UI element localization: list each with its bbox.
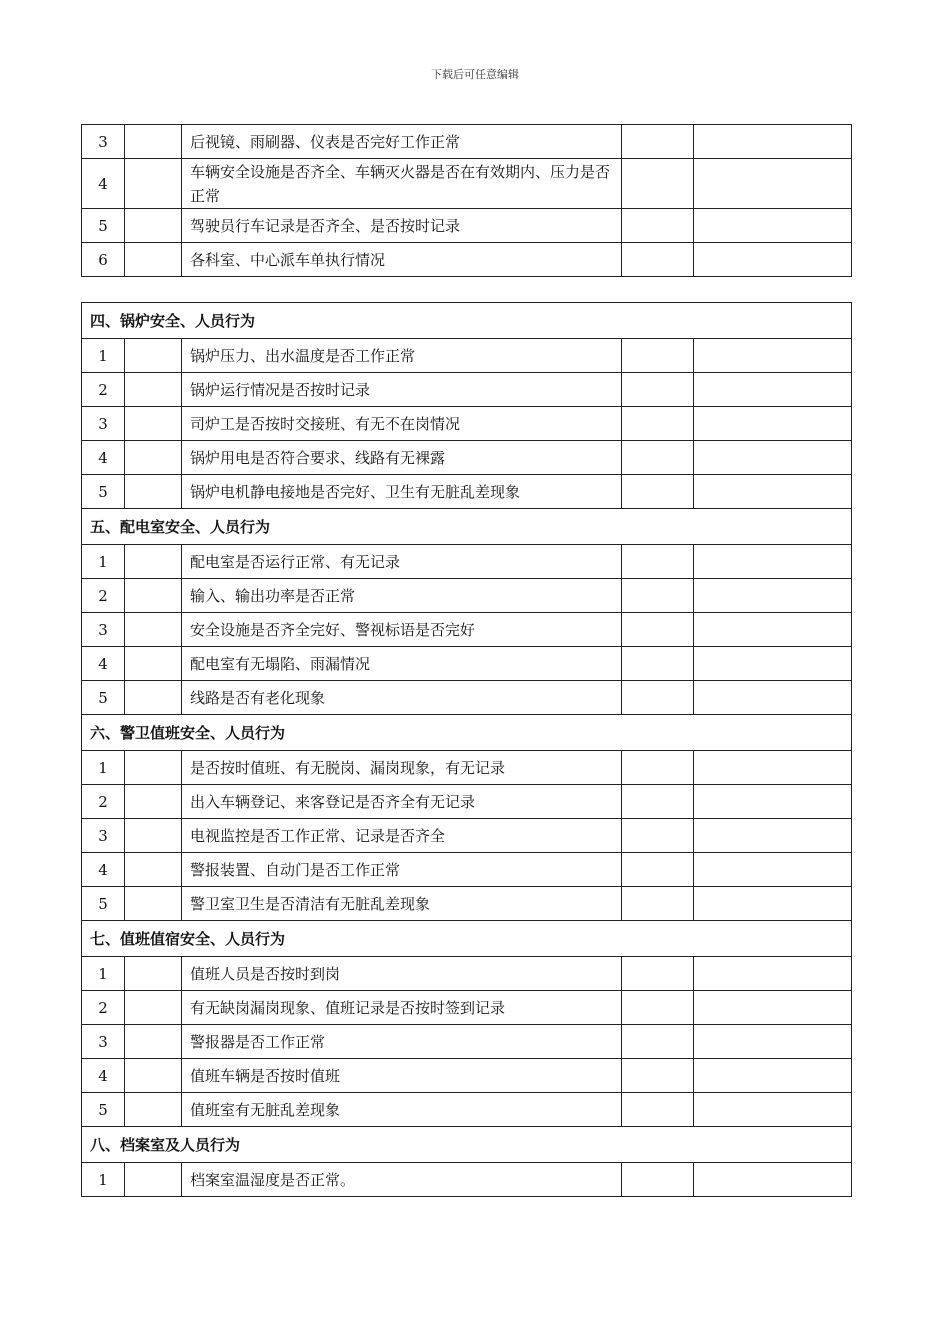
section-title: 七、值班值宿安全、人员行为 — [82, 921, 852, 957]
table-row — [82, 1163, 852, 1197]
result-cell — [622, 751, 694, 785]
blank-cell — [125, 991, 182, 1025]
result-cell — [622, 991, 694, 1025]
check-item-text: 警卫室卫生是否清洁有无脏乱差现象 — [182, 887, 622, 921]
remark-cell — [694, 681, 852, 715]
check-item-text: 后视镜、雨刷器、仪表是否完好工作正常 — [182, 125, 622, 159]
remark-cell — [694, 613, 852, 647]
check-item-text: 档案室温湿度是否正常。 — [182, 1163, 622, 1197]
check-item-text: 线路是否有老化现象 — [182, 681, 622, 715]
header-note: 下载后可任意编辑 — [431, 68, 519, 81]
remark-cell — [694, 579, 852, 613]
row-number: 2 — [82, 373, 125, 407]
table-row — [82, 613, 852, 647]
blank-cell — [125, 159, 182, 209]
blank-cell — [125, 475, 182, 509]
section-title: 五、配电室安全、人员行为 — [82, 509, 852, 545]
check-item-text: 电视监控是否工作正常、记录是否齐全 — [182, 819, 622, 853]
check-item-text: 锅炉用电是否符合要求、线路有无裸露 — [182, 441, 622, 475]
remark-cell — [694, 373, 852, 407]
checklist-table-main — [81, 302, 852, 1197]
row-number: 4 — [82, 853, 125, 887]
blank-cell — [125, 125, 182, 159]
result-cell — [622, 819, 694, 853]
blank-cell — [125, 441, 182, 475]
result-cell — [622, 339, 694, 373]
row-number: 3 — [82, 1025, 125, 1059]
check-item-text: 输入、输出功率是否正常 — [182, 579, 622, 613]
row-number: 2 — [82, 991, 125, 1025]
check-item-text: 锅炉电机静电接地是否完好、卫生有无脏乱差现象 — [182, 475, 622, 509]
section-header-row — [82, 921, 852, 957]
result-cell — [622, 1163, 694, 1197]
table-row — [82, 545, 852, 579]
remark-cell — [694, 1059, 852, 1093]
remark-cell — [694, 339, 852, 373]
check-item-text: 有无缺岗漏岗现象、值班记录是否按时签到记录 — [182, 991, 622, 1025]
blank-cell — [125, 681, 182, 715]
section-header-row — [82, 1127, 852, 1163]
table-row — [82, 209, 852, 243]
result-cell — [622, 579, 694, 613]
remark-cell — [694, 441, 852, 475]
row-number: 4 — [82, 647, 125, 681]
check-item-text: 各科室、中心派车单执行情况 — [182, 243, 622, 277]
section-header-row — [82, 303, 852, 339]
row-number: 5 — [82, 681, 125, 715]
row-number: 3 — [82, 819, 125, 853]
check-item-text: 警报装置、自动门是否工作正常 — [182, 853, 622, 887]
blank-cell — [125, 1093, 182, 1127]
blank-cell — [125, 339, 182, 373]
row-number: 1 — [82, 957, 125, 991]
section-header-row — [82, 509, 852, 545]
blank-cell — [125, 887, 182, 921]
table-row — [82, 681, 852, 715]
row-number: 1 — [82, 339, 125, 373]
row-number: 3 — [82, 407, 125, 441]
blank-cell — [125, 751, 182, 785]
table-row — [82, 1059, 852, 1093]
row-number: 6 — [82, 243, 125, 277]
blank-cell — [125, 613, 182, 647]
table-row — [82, 887, 852, 921]
section-title: 四、锅炉安全、人员行为 — [82, 303, 852, 339]
row-number: 4 — [82, 441, 125, 475]
checklist-table-top — [81, 124, 852, 277]
check-item-text: 配电室有无塌陷、雨漏情况 — [182, 647, 622, 681]
section-title: 六、警卫值班安全、人员行为 — [82, 715, 852, 751]
remark-cell — [694, 209, 852, 243]
remark-cell — [694, 159, 852, 209]
result-cell — [622, 209, 694, 243]
check-item-text: 安全设施是否齐全完好、警视标语是否完好 — [182, 613, 622, 647]
table-row — [82, 1093, 852, 1127]
result-cell — [622, 613, 694, 647]
table-row — [82, 853, 852, 887]
remark-cell — [694, 243, 852, 277]
remark-cell — [694, 957, 852, 991]
check-item-text: 值班人员是否按时到岗 — [182, 957, 622, 991]
table-row — [82, 339, 852, 373]
row-number: 3 — [82, 125, 125, 159]
table-row — [82, 819, 852, 853]
result-cell — [622, 1059, 694, 1093]
remark-cell — [694, 991, 852, 1025]
check-item-text: 是否按时值班、有无脱岗、漏岗现象，有无记录 — [182, 751, 622, 785]
table-row — [82, 647, 852, 681]
result-cell — [622, 373, 694, 407]
remark-cell — [694, 819, 852, 853]
result-cell — [622, 1025, 694, 1059]
result-cell — [622, 1093, 694, 1127]
blank-cell — [125, 785, 182, 819]
check-item-text: 锅炉压力、出水温度是否工作正常 — [182, 339, 622, 373]
result-cell — [622, 681, 694, 715]
row-number: 5 — [82, 475, 125, 509]
table-row — [82, 243, 852, 277]
check-item-text: 值班室有无脏乱差现象 — [182, 1093, 622, 1127]
remark-cell — [694, 887, 852, 921]
table-row — [82, 373, 852, 407]
table-row — [82, 159, 852, 209]
result-cell — [622, 853, 694, 887]
check-item-text: 驾驶员行车记录是否齐全、是否按时记录 — [182, 209, 622, 243]
remark-cell — [694, 751, 852, 785]
check-item-text: 值班车辆是否按时值班 — [182, 1059, 622, 1093]
result-cell — [622, 475, 694, 509]
table-row — [82, 125, 852, 159]
table-row — [82, 991, 852, 1025]
row-number: 4 — [82, 159, 125, 209]
blank-cell — [125, 545, 182, 579]
blank-cell — [125, 957, 182, 991]
result-cell — [622, 159, 694, 209]
section-header-row — [82, 715, 852, 751]
table-row — [82, 751, 852, 785]
section-title: 八、档案室及人员行为 — [82, 1127, 852, 1163]
result-cell — [622, 785, 694, 819]
result-cell — [622, 887, 694, 921]
table-row — [82, 785, 852, 819]
blank-cell — [125, 1059, 182, 1093]
blank-cell — [125, 1163, 182, 1197]
remark-cell — [694, 475, 852, 509]
check-item-text: 警报器是否工作正常 — [182, 1025, 622, 1059]
blank-cell — [125, 373, 182, 407]
remark-cell — [694, 545, 852, 579]
row-number: 5 — [82, 887, 125, 921]
remark-cell — [694, 647, 852, 681]
row-number: 1 — [82, 751, 125, 785]
row-number: 1 — [82, 1163, 125, 1197]
remark-cell — [694, 785, 852, 819]
row-number: 2 — [82, 785, 125, 819]
table-row — [82, 475, 852, 509]
blank-cell — [125, 647, 182, 681]
row-number: 5 — [82, 209, 125, 243]
table-row — [82, 957, 852, 991]
result-cell — [622, 545, 694, 579]
remark-cell — [694, 407, 852, 441]
row-number: 5 — [82, 1093, 125, 1127]
check-item-text: 车辆安全设施是否齐全、车辆灭火器是否在有效期内、压力是否正常 — [182, 159, 622, 209]
table-row — [82, 1025, 852, 1059]
result-cell — [622, 243, 694, 277]
row-number: 2 — [82, 579, 125, 613]
blank-cell — [125, 579, 182, 613]
remark-cell — [694, 1093, 852, 1127]
blank-cell — [125, 1025, 182, 1059]
remark-cell — [694, 853, 852, 887]
table-row — [82, 579, 852, 613]
row-number: 1 — [82, 545, 125, 579]
result-cell — [622, 407, 694, 441]
remark-cell — [694, 1025, 852, 1059]
blank-cell — [125, 209, 182, 243]
check-item-text: 配电室是否运行正常、有无记录 — [182, 545, 622, 579]
table-row — [82, 441, 852, 475]
result-cell — [622, 957, 694, 991]
check-item-text: 锅炉运行情况是否按时记录 — [182, 373, 622, 407]
remark-cell — [694, 125, 852, 159]
blank-cell — [125, 243, 182, 277]
row-number: 4 — [82, 1059, 125, 1093]
blank-cell — [125, 407, 182, 441]
table-row — [82, 407, 852, 441]
row-number: 3 — [82, 613, 125, 647]
blank-cell — [125, 853, 182, 887]
blank-cell — [125, 819, 182, 853]
check-item-text: 司炉工是否按时交接班、有无不在岗情况 — [182, 407, 622, 441]
result-cell — [622, 125, 694, 159]
check-item-text: 出入车辆登记、来客登记是否齐全有无记录 — [182, 785, 622, 819]
remark-cell — [694, 1163, 852, 1197]
result-cell — [622, 647, 694, 681]
result-cell — [622, 441, 694, 475]
